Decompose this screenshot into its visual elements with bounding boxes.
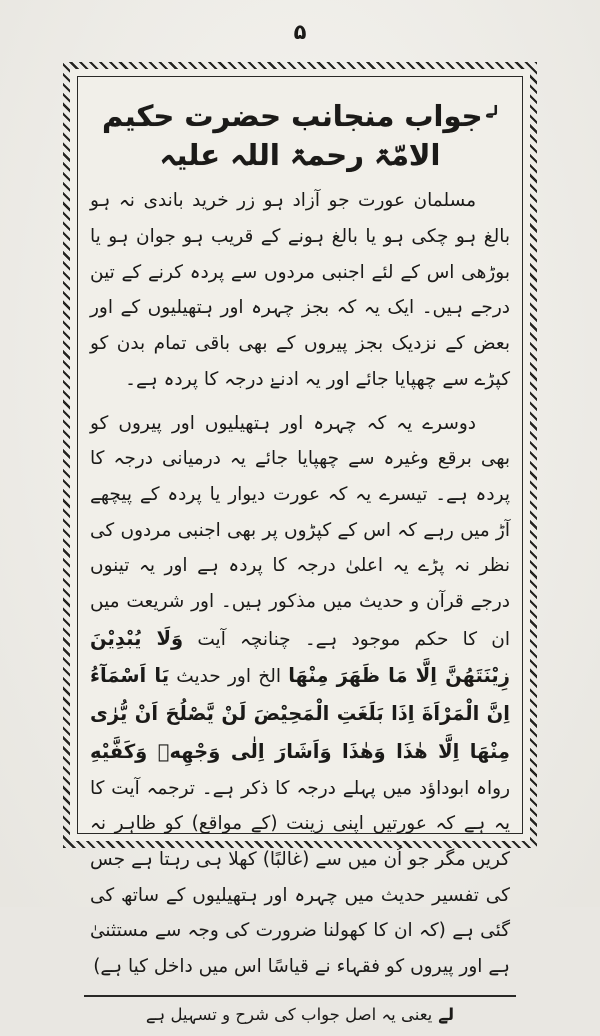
paragraph-2-urdu-3: رواہ ابوداؤد میں پہلے درجہ کا ذکر ہے۔ ترجمہ آیت کا یہ ہے کہ عورتیں اپنی زینت (کے مواقع) کو ظاہر نہ کریں مگر جو اُن میں سے (غالبًا) کھلا ہی رہتا ہے جس کی تفسیر حدیث میں چہرہ اور ہتھیلیوں کے ساتھ کی گئی ہے (کہ ان کا کھولنا ضرورت کی وجہ سے مستثنیٰ ہے اور پیروں کو فقہاء نے قیاسًا اس میں داخل کیا ہے)	[90, 777, 510, 978]
hadith-quotation: يَا اَسْمَآءُ اِنَّ الْمَرْاَةَ اِذَا بَلَغَتِ الْمَحِيْضَ لَنْ يَّصْلُحَ اَنْ يُّرٰى مِنْهَا اِلَّا هٰذَا وَهٰذَا وَاَشَارَ اِلٰى وَجْهِهٖ وَكَفَّيْهِ	[90, 664, 510, 763]
chapter-heading	[90, 97, 510, 175]
border-gap	[70, 69, 530, 1024]
paragraph-1-text: مسلمان عورت جو آزاد ہو زر خرید باندی نہ ہو بالغ ہو چکی ہو یا بالغ ہونے کے قریب ہو جوان ہو یا بوڑھی اس کے لئے اجنبی مردوں سے پردہ کرنے کے تین درجے ہیں۔ ایک یہ کہ بجز چہرہ اور ہتھیلیوں کے اور بعض کے نزدیک بجز پیروں کے بھی باقی تمام بدن کو کپڑے سے چھپایا جائے اور یہ ادنےٰ درجہ کا پردہ ہے۔	[90, 190, 510, 390]
quran-quotation: وَلَا يُبْدِيْنَ زِيْنَتَهُنَّ اِلَّا مَا ظَهَرَ مِنْهَا	[90, 626, 510, 688]
paragraph-2-urdu-1: دوسرے یہ کہ چہرہ اور ہتھیلیوں اور پیروں کو بھی برقع وغیرہ سے چھپایا جائے یہ درمیانی درجہ کا پردہ ہے۔ تیسرے یہ کہ عورت دیوار یا پردہ کے پیچھے آڑ میں رہے کہ اس کے کپڑوں پر بھی اجنبی مردوں کی نظر نہ پڑے یہ اعلیٰ درجہ کا پردہ ہے اور یہ تینوں درجے قرآن و حدیث میں مذکور ہیں۔ اور شریعت میں ان کا حکم موجود ہے۔ چنانچہ آیت	[90, 412, 510, 650]
paragraph-2	[90, 406, 510, 985]
footnote	[90, 1003, 510, 1036]
footnote-separator-rule	[84, 995, 516, 997]
body-text	[90, 183, 510, 992]
zigzag-border	[63, 62, 537, 1024]
paragraph-2-urdu-2: الخ اور حدیث	[169, 666, 289, 688]
heading-footnote-marker: لے	[485, 104, 499, 120]
heading-text: جواب منجانب حضرت حکیم الامّۃ رحمۃ اللہ علیہ	[101, 99, 483, 173]
ruled-border	[77, 76, 523, 1024]
page-number: ۵	[293, 20, 307, 44]
footnote-text: یعنی یہ اصل جواب کی شرح و تسہیل ہے	[145, 1004, 433, 1024]
paragraph-1	[90, 183, 510, 397]
footnote-marker: لے	[438, 1004, 455, 1024]
